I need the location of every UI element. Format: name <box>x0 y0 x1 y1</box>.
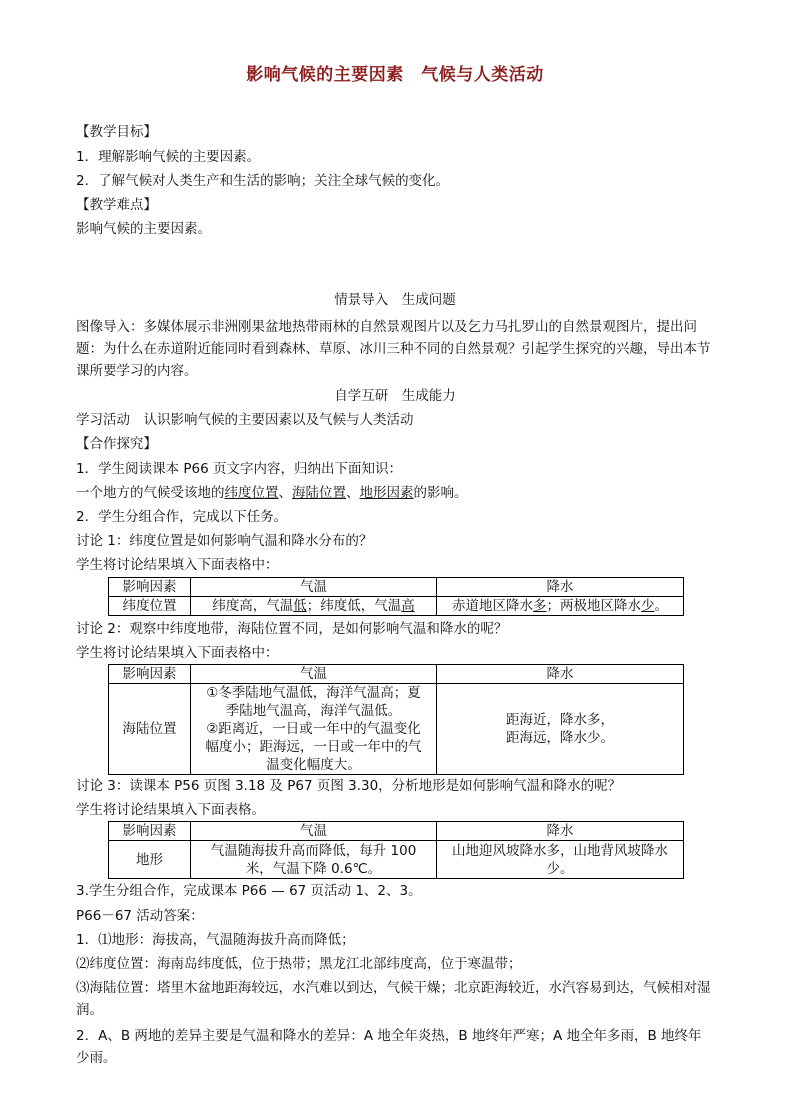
page-title: 影响气候的主要因素 气候与人类活动 <box>246 65 544 85</box>
factor-terrain: 地形因素 <box>359 485 414 501</box>
answers-heading: P66－67 活动答案： <box>76 908 204 924</box>
factor-sep: 、 <box>278 485 292 501</box>
discussion-1: 讨论 1：纬度位置是如何影响气温和降水分布的？ <box>76 533 373 549</box>
difficulty-heading: 【教学难点】 <box>76 197 157 213</box>
goal-2: 2．了解气候对人类生产和生活的影响；关注全球气候的变化。 <box>76 173 450 189</box>
factor-latitude: 纬度位置 <box>224 485 279 501</box>
table-header: 影响因素 <box>109 822 191 841</box>
factor-sep: 、 <box>346 485 360 501</box>
table-cell-precipitation: 赤道地区降水多；两极地区降水少。 <box>437 597 684 616</box>
table-land-sea <box>108 664 684 775</box>
table-cell-precipitation: 距海近，降水多， 距海远，降水少。 <box>437 684 684 775</box>
table-header: 气温 <box>191 822 437 841</box>
table-header: 影响因素 <box>109 578 191 597</box>
activity-title: 学习活动 认识影响气候的主要因素以及气候与人类活动 <box>76 412 414 428</box>
answer-2: ⑵纬度位置：海南岛纬度低，位于热带；黑龙江北部纬度高，位于寒温带； <box>76 956 522 972</box>
factor-land-sea: 海陆位置 <box>292 485 346 501</box>
intro-paragraph: 图像导入：多媒体展示非洲刚果盆地热带雨林的自然景观图片以及乞力马扎罗山的自然景观图片，提出问题：为什么在赤道附近能同时看到森林、草原、冰川三种不同的自然景观？引起学生探究的兴趣，导出本节课所要学习的内容。 <box>76 319 711 379</box>
table-latitude <box>108 577 684 616</box>
goals-heading: 【教学目标】 <box>76 124 157 140</box>
table-cell-factor: 纬度位置 <box>109 597 191 616</box>
answer-4: 2．A、B 两地的差异主要是气温和降水的差异：A 地全年炎热，B 地终年严寒；A 地全年多雨，B 地终年少雨。 <box>76 1028 702 1066</box>
difficulty-text: 影响气候的主要因素。 <box>76 221 211 237</box>
table-cell-precipitation: 山地迎风坡降水多，山地背风坡降水 少。 <box>437 841 684 879</box>
table-cell-temperature: 纬度高，气温低；纬度低，气温高 <box>191 597 437 616</box>
table-cell-factor: 地形 <box>109 841 191 879</box>
table-cell-temperature: ①冬季陆地气温低，海洋气温高；夏 季陆地气温高，海洋气温低。 ②距离近，一日或一年中的气温变化 幅度小；距海远，一日或一年中的气 温变化幅度大。 <box>191 684 437 775</box>
fill-instruction-2: 学生将讨论结果填入下面表格中： <box>76 645 279 661</box>
discussion-3: 讨论 3：读课本 P56 页图 3.18 及 P67 页图 3.30，分析地形是如何影响气温和降水的呢？ <box>76 778 622 794</box>
table-header: 降水 <box>437 822 684 841</box>
table-cell-factor: 海陆位置 <box>109 684 191 775</box>
step-1: 1．学生阅读课本 P66 页文字内容，归纳出下面知识： <box>76 461 402 477</box>
table-header: 降水 <box>437 578 684 597</box>
table-header: 气温 <box>191 665 437 684</box>
answer-3: ⑶海陆位置：塔里木盆地距海较远，水汽难以到达，气候干燥；北京距海较近，水汽容易到达，气候相对湿润。 <box>76 980 711 1018</box>
table-terrain <box>108 821 684 879</box>
step-3: 3.学生分组合作，完成课本 P66 — 67 页活动 1、2、3。 <box>76 883 422 899</box>
table-cell-temperature: 气温随海拔升高而降低，每升 100 米，气温下降 0.6℃。 <box>191 841 437 879</box>
table-header: 气温 <box>191 578 437 597</box>
section-study-heading: 自学互研 生成能力 <box>334 388 456 404</box>
answer-1: 1．⑴地形：海拔高，气温随海拔升高而降低； <box>76 932 355 948</box>
cooperate-heading: 【合作探究】 <box>76 436 157 452</box>
table-header: 降水 <box>437 665 684 684</box>
discussion-2: 讨论 2：观察中纬度地带，海陆位置不同，是如何影响气温和降水的呢？ <box>76 621 508 637</box>
step-2: 2．学生分组合作，完成以下任务。 <box>76 509 288 525</box>
goal-1: 1．理解影响气候的主要因素。 <box>76 149 261 165</box>
factors-suffix: 的影响。 <box>413 485 468 501</box>
factors-line <box>76 483 468 503</box>
fill-instruction-3: 学生将讨论结果填入下面表格。 <box>76 802 265 818</box>
table-header: 影响因素 <box>109 665 191 684</box>
factors-prefix: 一个地方的气候受该地的 <box>76 485 225 501</box>
section-intro-heading: 情景导入 生成问题 <box>334 292 456 308</box>
fill-instruction-1: 学生将讨论结果填入下面表格中： <box>76 557 279 573</box>
